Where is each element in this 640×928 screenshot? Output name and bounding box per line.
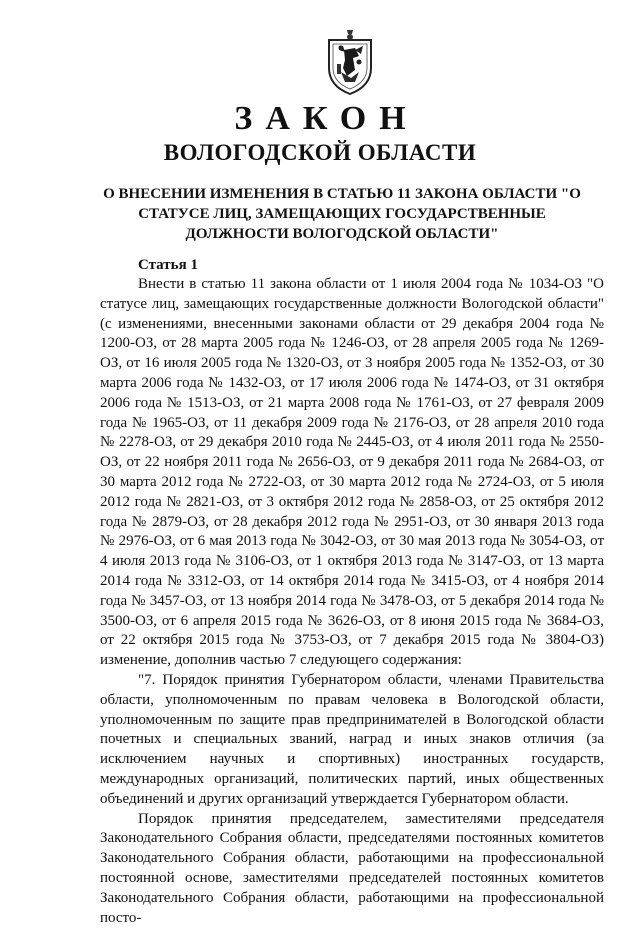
article-body [100, 275, 604, 928]
vologda-coat-of-arms-icon [325, 28, 375, 96]
region-subtitle: ВОЛОГОДСКОЙ ОБЛАСТИ [163, 140, 477, 165]
paragraph: Порядок принятия председателем, заместителями председателя Законодательного Собрания области, председателями постоянных комитетов Законодательного Собрания области, работающими на профессиональной постоянной основе, заместителями председателей постоянных комитетов Законодательного Собрания области, работающими на профессиональной посто- [100, 810, 604, 926]
law-title: ЗАКОН [234, 100, 419, 137]
article-label: Статья 1 [138, 257, 198, 273]
law-heading: О ВНЕСЕНИИ ИЗМЕНЕНИЯ В СТАТЬЮ 11 ЗАКОНА ОБЛАСТИ "О СТАТУСЕ ЛИЦ, ЗАМЕЩАЮЩИХ ГОСУДАРСТВЕННЫЕ ДОЛЖНОСТИ ВОЛОГОДСКОЙ ОБЛАСТИ" [103, 186, 581, 242]
paragraph: Внести в статью 11 закона области от 1 июля 2004 года № 1034-ОЗ "О статусе лиц, замещающих государственные должности Вологодской области" (с изменениями, внесенными законами области от 29 декабря 2004 года № 1200-ОЗ, от 28 марта 2005 года № 1246-ОЗ, от 28 апреля 2005 года № 1269-ОЗ, от 16 июля 2005 года № 1320-ОЗ, от 3 ноября 2005 года № 1352-ОЗ, от 30 марта 2006 года № 1432-ОЗ, от 17 июля 2006 года № 1474-ОЗ, от 31 октября 2006 года № 1513-ОЗ, от 21 марта 2008 года № 1761-ОЗ, от 27 февраля 2009 года № 1965-ОЗ, от 11 декабря 2009 года № 2176-ОЗ, от 28 апреля 2010 года № 2278-ОЗ, от 29 декабря 2010 года № 2445-ОЗ, от 4 июля 2011 года № 2550-ОЗ, от 22 ноября 2011 года № 2656-ОЗ, от 9 декабря 2011 года № 2684-ОЗ, от 30 марта 2012 года № 2722-ОЗ, от 30 марта 2012 года № 2724-ОЗ, от 5 июля 2012 года № 2821-ОЗ, от 3 октября 2012 года № 2858-ОЗ, от 25 октября 2012 года № 2879-ОЗ, от 28 декабря 2012 года № 2951-ОЗ, от 30 января 2013 года № 2976-ОЗ, от 6 мая 2013 года № 3042-ОЗ, от 30 мая 2013 года № 3054-ОЗ, от 4 июля 2013 года № 3106-ОЗ, от 1 октября 2013 года № 3147-ОЗ, от 13 марта 2014 года № 3312-ОЗ, от 14 октября 2014 года № 3415-ОЗ, от 4 ноября 2014 года № 3457-ОЗ, от 13 ноября 2014 года № 3478-ОЗ, от 5 декабря 2014 года № 3500-ОЗ, от 6 апреля 2015 года № 3626-ОЗ, от 8 июня 2015 года № 3684-ОЗ, от 22 октября 2015 года № 3753-ОЗ, от 7 декабря 2015 года № 3804-ОЗ) изменение, дополнив частью 7 следующего содержания: [100, 276, 604, 669]
paragraph: "7. Порядок принятия Губернатором области, членами Правительства области, уполномоченным по правам человека в Вологодской области, уполномоченным по защите прав предпринимателей в Вологодской области почетных и специальных званий, наград и иных знаков отличия (за исключением научных и спортивных) иностранных государств, международных организаций, политических партий, иных общественных объединений и других организаций утверждается Губернатором области. [100, 671, 604, 807]
